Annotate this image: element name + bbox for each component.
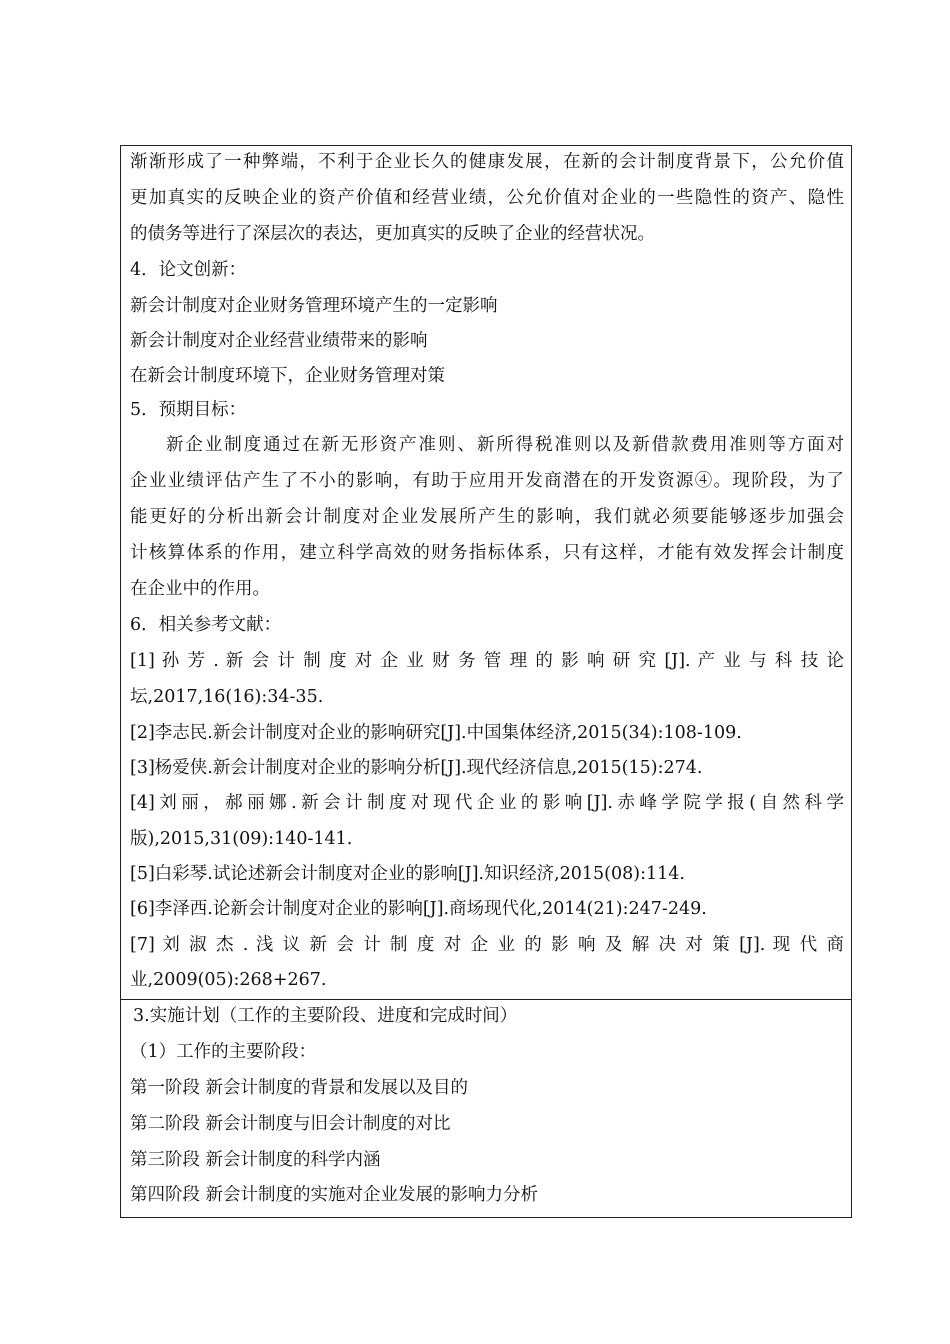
reference-line: [5]白彩琴.试论述新会计制度对企业的影响[J].知识经济,2015(08):114. <box>130 864 685 884</box>
innovation-item: 新会计制度对企业经营业绩带来的影响 <box>130 331 428 351</box>
stage-item: 第一阶段 新会计制度的背景和发展以及目的 <box>130 1078 469 1098</box>
innovation-item: 在新会计制度环境下，企业财务管理对策 <box>130 366 445 386</box>
stage-item: 第三阶段 新会计制度的科学内涵 <box>130 1150 381 1170</box>
plan-title: 3.实施计划（工作的主要阶段、进度和完成时间） <box>133 1006 518 1026</box>
reference-line: 版),2015,31(09):140-141. <box>130 829 353 849</box>
paragraph-line: 更加真实的反映企业的资产价值和经营业绩，公允价值对企业的一些隐性的资产、隐性 <box>130 188 844 208</box>
reference-line: 业,2009(05):268+267. <box>130 970 327 990</box>
reference-line: [1] 孙 芳 . 新 会 计 制 度 对 企 业 财 务 管 理 的 影 响 研 究 [J]. 产 业 与 科 技 论 <box>130 651 844 671</box>
reference-line: [4]刘丽，郝丽娜.新会计制度对现代企业的影响[J].赤峰学院学报(自然科学 <box>130 793 844 813</box>
goal-line: 在企业中的作用。 <box>130 579 270 599</box>
section-heading-references: 6．相关参考文献： <box>130 615 282 635</box>
goal-line: 企业业绩评估产生了不小的影响，有助于应用开发商潜在的开发资源④。现阶段，为了 <box>130 471 844 491</box>
reference-line: [3]杨爱侠.新会计制度对企业的影响分析[J].现代经济信息,2015(15):274. <box>130 758 703 778</box>
reference-line: [7] 刘 淑 杰 . 浅 议 新 会 计 制 度 对 企 业 的 影 响 及 解 决 对 策 [J]. 现 代 商 <box>130 935 844 955</box>
reference-line: [2]李志民.新会计制度对企业的影响研究[J].中国集体经济,2015(34):108-109. <box>130 723 742 743</box>
goal-line: 能更好的分析出新会计制度对企业发展所产生的影响，我们就必须要能够逐步加强会 <box>130 507 844 527</box>
section-heading-goals: 5．预期目标： <box>130 400 247 420</box>
reference-line: 坛,2017,16(16):34-35. <box>130 687 324 707</box>
goal-line: 新企业制度通过在新无形资产准则、新所得税准则以及新借款费用准则等方面对 <box>166 435 844 455</box>
plan-subheading: （1）工作的主要阶段： <box>130 1042 317 1062</box>
innovation-item: 新会计制度对企业财务管理环境产生的一定影响 <box>130 296 498 316</box>
implementation-plan-box <box>120 999 852 1218</box>
goal-line: 计核算体系的作用，建立科学高效的财务指标体系，只有这样，才能有效发挥会计制度 <box>130 543 844 563</box>
paragraph-line: 的债务等进行了深层次的表达，更加真实的反映了企业的经营状况。 <box>130 224 655 244</box>
proposal-content-box <box>120 145 852 1000</box>
stage-item: 第二阶段 新会计制度与旧会计制度的对比 <box>130 1114 451 1134</box>
paragraph-line: 渐渐形成了一种弊端，不利于企业长久的健康发展，在新的会计制度背景下，公允价值 <box>130 152 844 172</box>
section-heading-innovation: 4．论文创新： <box>130 260 247 280</box>
stage-item: 第四阶段 新会计制度的实施对企业发展的影响力分析 <box>130 1185 539 1205</box>
reference-line: [6]李泽西.论新会计制度对企业的影响[J].商场现代化,2014(21):247-249. <box>130 899 707 919</box>
